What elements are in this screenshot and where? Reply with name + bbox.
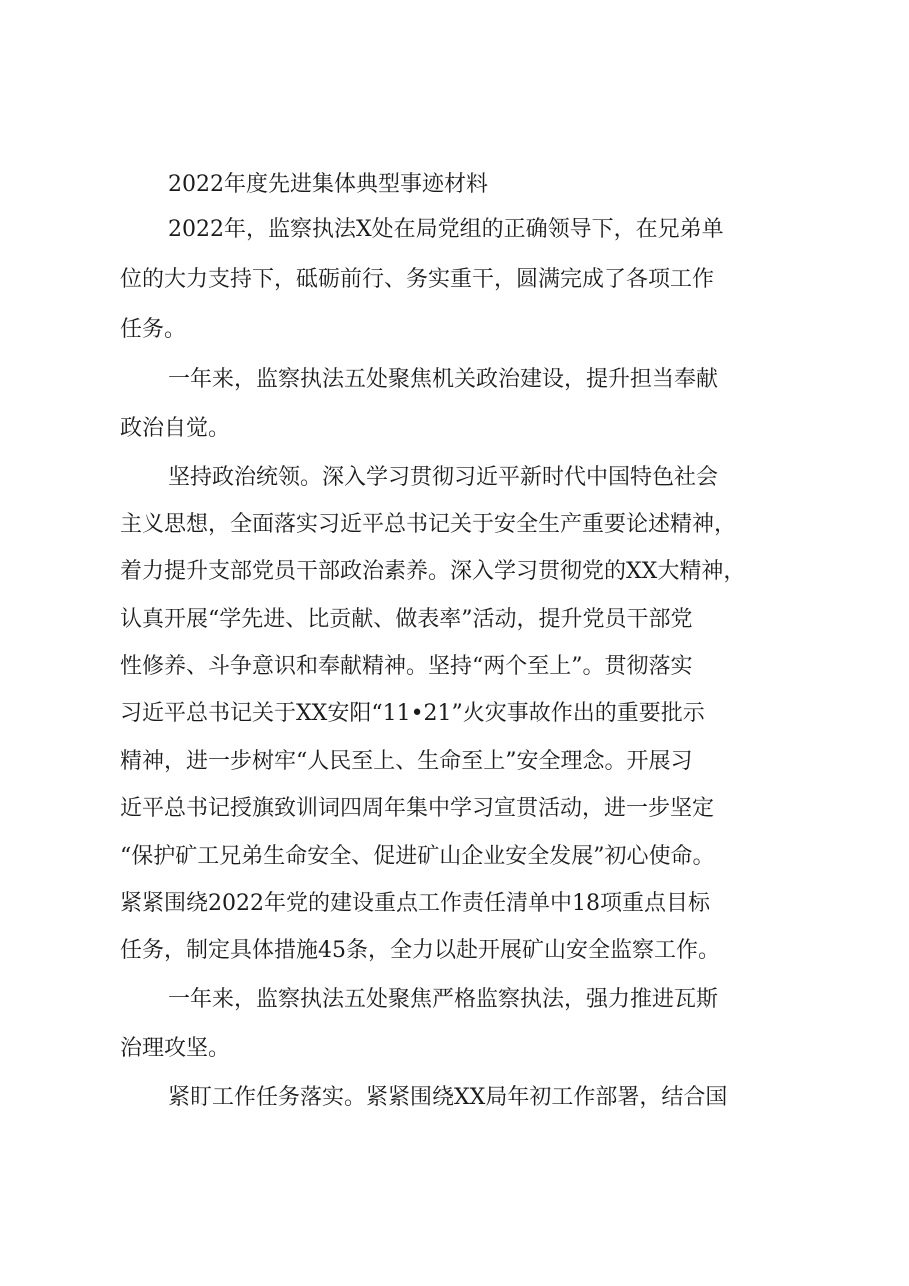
paragraph-1-line-2: 位的大力支持下，砥砺前行、务实重干，圆满完成了各项工作 <box>120 267 715 292</box>
document-title: 2022年度先进集体典型事迹材料 <box>168 172 488 197</box>
paragraph-3-line-3: 着力提升支部党员干部政治素养。深入学习贯彻党的XX大精神， <box>120 559 746 584</box>
paragraph-1-line-1: 2022年，监察执法X处在局党组的正确领导下，在兄弟单 <box>168 217 724 242</box>
paragraph-2-line-2: 政治自觉。 <box>120 416 231 441</box>
paragraph-3-line-4: 认真开展“学先进、比贡献、做表率”活动，提升党员干部党 <box>120 607 693 632</box>
paragraph-3-line-2: 主义思想，全面落实习近平总书记关于安全生产重要论述精神， <box>120 512 737 537</box>
paragraph-3-line-6: 习近平总书记关于XX安阳“11•21”火灾事故作出的重要批示 <box>120 701 705 726</box>
paragraph-3-line-5: 性修养、斗争意识和奉献精神。坚持“两个至上”。贯彻落实 <box>120 654 693 679</box>
paragraph-3-line-10: 紧紧围绕2022年党的建设重点工作责任清单中18项重点目标 <box>120 891 710 916</box>
paragraph-4-line-2: 治理攻坚。 <box>120 1036 231 1061</box>
paragraph-3-line-7: 精神，进一步树牢“人民至上、生命至上”安全理念。开展习 <box>120 749 693 774</box>
paragraph-4-line-1: 一年来，监察执法五处聚焦严格监察执法，强力推进瓦斯 <box>168 987 719 1012</box>
paragraph-2-line-1: 一年来，监察执法五处聚焦机关政治建设，提升担当奉献 <box>168 367 719 392</box>
paragraph-3-line-9: “保护矿工兄弟生命安全、促进矿山企业安全发展”初心使命。 <box>120 844 715 869</box>
paragraph-1-line-3: 任务。 <box>120 317 187 342</box>
paragraph-3-line-11: 任务，制定具体措施45条，全力以赴开展矿山安全监察工作。 <box>120 938 720 963</box>
paragraph-5-line-1: 紧盯工作任务落实。紧紧围绕XX局年初工作部署，结合国 <box>168 1085 728 1110</box>
paragraph-3-line-1: 坚持政治统领。深入学习贯彻习近平新时代中国特色社会 <box>168 465 719 490</box>
paragraph-3-line-8: 近平总书记授旗致训词四周年集中学习宣贯活动，进一步坚定 <box>120 796 715 821</box>
